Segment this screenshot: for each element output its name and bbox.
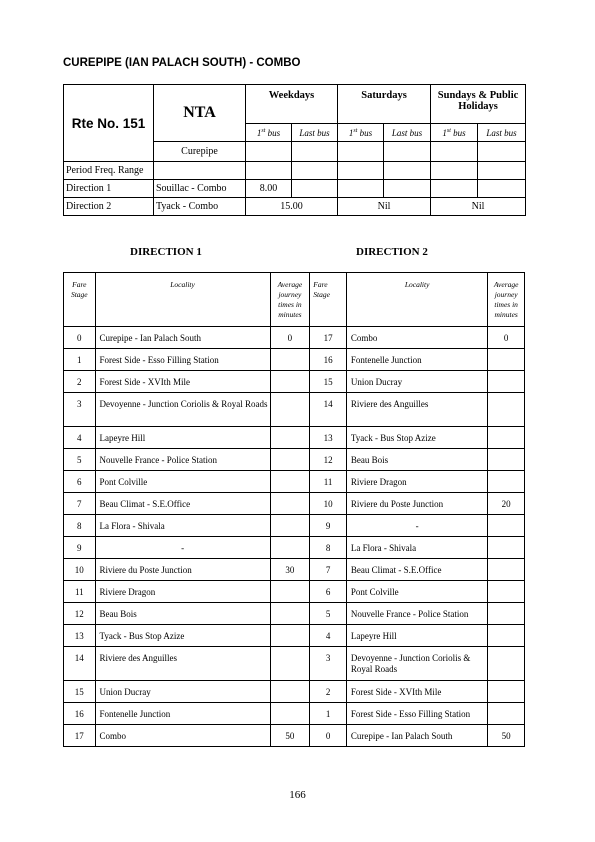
last-bus-header: Last bus [292, 124, 338, 142]
fare-stage-cell: 6 [310, 581, 347, 603]
locality-cell: Beau Climat - S.E.Office [95, 493, 270, 515]
weekdays-header: Weekdays [246, 85, 338, 124]
journey-time-cell [270, 371, 310, 393]
fare-stage-cell: 1 [310, 703, 347, 725]
fare-stage-cell: 11 [64, 581, 96, 603]
locality-cell: Nouvelle France - Police Station [346, 603, 487, 625]
table-row [64, 471, 525, 493]
avg-time-header: Average journey times in minutes [270, 273, 310, 327]
journey-time-cell: 30 [270, 559, 310, 581]
direction-1-row: Direction 1 Souillac - Combo 8.00 [64, 180, 526, 198]
fare-stage-cell: 8 [64, 515, 96, 537]
table-row [64, 493, 525, 515]
locality-cell: Union Ducray [95, 681, 270, 703]
locality-cell: Devoyenne - Junction Coriolis & Royal Roads [346, 647, 487, 681]
fare-stage-cell: 14 [64, 647, 96, 681]
fare-stage-cell: 13 [310, 427, 347, 449]
fare-stage-cell: 15 [310, 371, 347, 393]
fare-stage-cell: 0 [64, 327, 96, 349]
locality-cell: Forest Side - XVIth Mile [95, 371, 270, 393]
table-row [64, 449, 525, 471]
locality-cell: Forest Side - Esso Filling Station [95, 349, 270, 371]
journey-time-cell [270, 537, 310, 559]
route-number: Rte No. 151 [64, 85, 154, 162]
first-bus-header: 1st bus [338, 124, 384, 142]
sundays-header: Sundays & Public Holidays [431, 85, 526, 124]
fare-stage-cell: 6 [64, 471, 96, 493]
journey-time-cell: 50 [270, 725, 310, 747]
saturdays-header: Saturdays [338, 85, 431, 124]
journey-time-cell [488, 537, 525, 559]
locality-cell: Fontenelle Junction [346, 349, 487, 371]
locality-cell: Riviere du Poste Junction [95, 559, 270, 581]
locality-cell: La Flora - Shivala [346, 537, 487, 559]
locality-cell: Beau Bois [346, 449, 487, 471]
journey-time-cell [270, 427, 310, 449]
fare-stage-cell: 10 [310, 493, 347, 515]
journey-time-cell [488, 515, 525, 537]
journey-time-cell [270, 681, 310, 703]
table-row [64, 515, 525, 537]
locality-cell: Beau Climat - S.E.Office [346, 559, 487, 581]
journey-time-cell [270, 471, 310, 493]
journey-time-cell [270, 647, 310, 681]
direction-2-row: Direction 2 Tyack - Combo 15.00 Nil Nil [64, 198, 526, 216]
journey-time-cell [488, 703, 525, 725]
journey-time-cell [270, 581, 310, 603]
journey-time-cell [488, 559, 525, 581]
fare-stage-header: Fare Stage [310, 273, 347, 327]
fare-stage-cell: 17 [64, 725, 96, 747]
journey-time-cell: 20 [488, 493, 525, 515]
journey-time-cell [488, 647, 525, 681]
fare-stage-header: Fare Stage [64, 273, 96, 327]
locality-cell: Fontenelle Junction [95, 703, 270, 725]
journey-time-cell: 0 [270, 327, 310, 349]
table-row [64, 371, 525, 393]
locality-cell: Devoyenne - Junction Coriolis & Royal Roads [95, 393, 270, 427]
fare-stage-cell: 3 [310, 647, 347, 681]
table-row [64, 537, 525, 559]
direction-1-title: DIRECTION 1 [130, 246, 202, 258]
fare-stage-cell: 15 [64, 681, 96, 703]
table-row [64, 647, 525, 681]
fare-stage-cell: 9 [310, 515, 347, 537]
table-row [64, 327, 525, 349]
fare-stage-cell: 7 [64, 493, 96, 515]
table-header-row [64, 273, 525, 327]
journey-time-cell [270, 515, 310, 537]
journey-time-cell [488, 449, 525, 471]
locality-cell: Union Ducray [346, 371, 487, 393]
journey-time-cell [488, 681, 525, 703]
journey-time-cell [270, 603, 310, 625]
fare-stage-cell: 17 [310, 327, 347, 349]
journey-time-cell [270, 703, 310, 725]
journey-time-cell [270, 349, 310, 371]
fare-stage-cell: 9 [64, 537, 96, 559]
nta-label: NTA [154, 85, 246, 142]
locality-header: Locality [95, 273, 270, 327]
page-title: CUREPIPE (IAN PALACH SOUTH) - COMBO [63, 57, 301, 69]
locality-header: Locality [346, 273, 487, 327]
table-row [64, 393, 525, 427]
fare-stage-cell: 11 [310, 471, 347, 493]
journey-time-cell [488, 349, 525, 371]
journey-time-cell [488, 427, 525, 449]
direction-2-title: DIRECTION 2 [356, 246, 428, 258]
fare-stage-cell: 5 [310, 603, 347, 625]
fare-stage-cell: 0 [310, 725, 347, 747]
journey-time-cell [270, 625, 310, 647]
journey-time-cell [488, 581, 525, 603]
timetable-summary [63, 84, 526, 216]
fare-stage-cell: 13 [64, 625, 96, 647]
journey-time-cell: 0 [488, 327, 525, 349]
page-number: 166 [289, 789, 306, 801]
locality-cell: Curepipe - Ian Palach South [95, 327, 270, 349]
fare-stage-cell: 16 [64, 703, 96, 725]
table-row [64, 349, 525, 371]
fare-stage-cell: 12 [64, 603, 96, 625]
locality-cell: - [346, 515, 487, 537]
fare-stage-cell: 4 [64, 427, 96, 449]
fare-stage-cell: 2 [310, 681, 347, 703]
fare-stage-cell: 1 [64, 349, 96, 371]
fare-stage-cell: 8 [310, 537, 347, 559]
locality-cell: Riviere du Poste Junction [346, 493, 487, 515]
table-row [64, 703, 525, 725]
fare-stage-table [63, 272, 525, 747]
table-row [64, 581, 525, 603]
locality-cell: Tyack - Bus Stop Azize [95, 625, 270, 647]
locality-cell: Riviere des Anguilles [95, 647, 270, 681]
locality-cell: Curepipe - Ian Palach South [346, 725, 487, 747]
locality-cell: Beau Bois [95, 603, 270, 625]
period-row: Period Freq. Range [64, 162, 526, 180]
first-bus-header: 1st bus [246, 124, 292, 142]
locality-cell: Forest Side - Esso Filling Station [346, 703, 487, 725]
table-row [64, 725, 525, 747]
fare-stage-cell: 12 [310, 449, 347, 471]
fare-stage-cell: 3 [64, 393, 96, 427]
locality-cell: Riviere Dragon [95, 581, 270, 603]
locality-cell: - [95, 537, 270, 559]
locality-cell: Riviere Dragon [346, 471, 487, 493]
locality-cell: Combo [95, 725, 270, 747]
locality-cell: Riviere des Anguilles [346, 393, 487, 427]
journey-time-cell: 50 [488, 725, 525, 747]
journey-time-cell [270, 449, 310, 471]
table-row [64, 603, 525, 625]
fare-stage-cell: 2 [64, 371, 96, 393]
locality-cell: Nouvelle France - Police Station [95, 449, 270, 471]
table-row [64, 559, 525, 581]
avg-time-header: Average journey times in minutes [488, 273, 525, 327]
locality-cell: Forest Side - XVIth Mile [346, 681, 487, 703]
fare-stage-cell: 5 [64, 449, 96, 471]
journey-time-cell [270, 393, 310, 427]
fare-stage-cell: 10 [64, 559, 96, 581]
journey-time-cell [488, 393, 525, 427]
locality-cell: Combo [346, 327, 487, 349]
origin-label: Curepipe [154, 142, 246, 162]
journey-time-cell [488, 371, 525, 393]
journey-time-cell [488, 603, 525, 625]
fare-stage-cell: 16 [310, 349, 347, 371]
journey-time-cell [270, 493, 310, 515]
last-bus-header: Last bus [384, 124, 431, 142]
last-bus-header: Last bus [478, 124, 526, 142]
first-bus-header: 1st bus [431, 124, 478, 142]
locality-cell: Lapeyre Hill [346, 625, 487, 647]
fare-stage-cell: 14 [310, 393, 347, 427]
locality-cell: Pont Colville [95, 471, 270, 493]
journey-time-cell [488, 625, 525, 647]
locality-cell: Tyack - Bus Stop Azize [346, 427, 487, 449]
locality-cell: La Flora - Shivala [95, 515, 270, 537]
journey-time-cell [488, 471, 525, 493]
fare-stage-cell: 4 [310, 625, 347, 647]
locality-cell: Pont Colville [346, 581, 487, 603]
locality-cell: Lapeyre Hill [95, 427, 270, 449]
table-row [64, 681, 525, 703]
table-row [64, 625, 525, 647]
fare-stage-cell: 7 [310, 559, 347, 581]
table-row [64, 427, 525, 449]
